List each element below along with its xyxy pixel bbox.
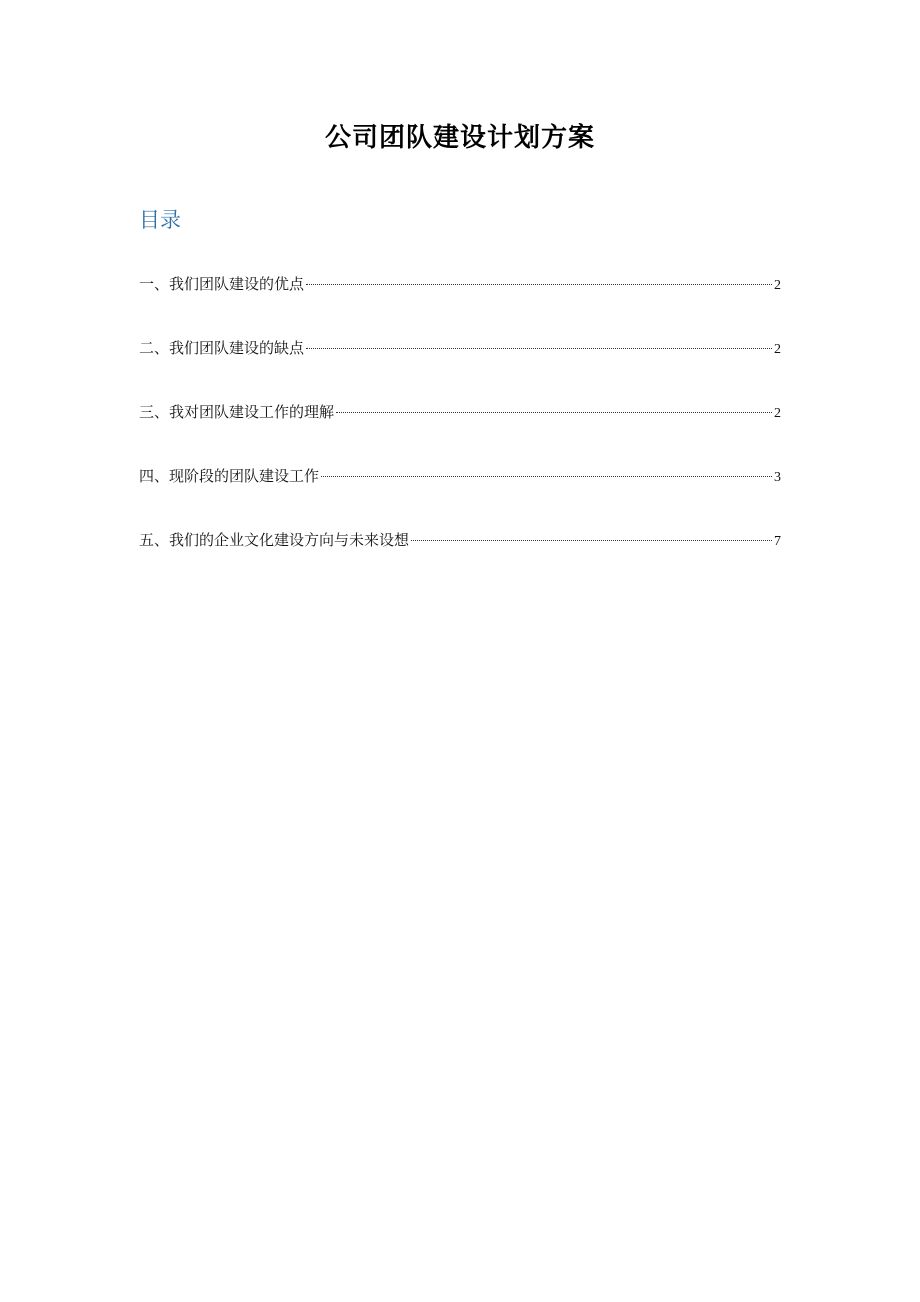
toc-entry-page: 7 — [774, 534, 781, 549]
toc-entry-page: 2 — [774, 406, 781, 421]
toc-entry[interactable] — [139, 464, 781, 528]
toc-leader-dots — [306, 284, 772, 285]
toc-entry-text: 五、我们的企业文化建设方向与未来设想 — [139, 531, 410, 549]
toc-entry[interactable] — [139, 400, 781, 464]
toc-heading: 目录 — [139, 208, 181, 232]
document-title: 公司团队建设计划方案 — [324, 123, 595, 153]
toc-entry-page: 3 — [774, 470, 781, 485]
toc-leader-dots — [306, 348, 772, 349]
toc-entry-text: 四、现阶段的团队建设工作 — [139, 467, 320, 485]
toc-entry-text: 三、我对团队建设工作的理解 — [139, 403, 335, 421]
table-of-contents — [139, 272, 781, 592]
toc-entry[interactable] — [139, 336, 781, 400]
toc-entry[interactable] — [139, 272, 781, 336]
toc-entry-page: 2 — [774, 278, 781, 293]
toc-entry[interactable] — [139, 528, 781, 592]
toc-leader-dots — [336, 412, 772, 413]
toc-entry-page: 2 — [774, 342, 781, 357]
toc-entry-text: 二、我们团队建设的缺点 — [139, 339, 305, 357]
toc-leader-dots — [411, 540, 772, 541]
toc-entry-text: 一、我们团队建设的优点 — [139, 275, 305, 293]
toc-leader-dots — [321, 476, 772, 477]
